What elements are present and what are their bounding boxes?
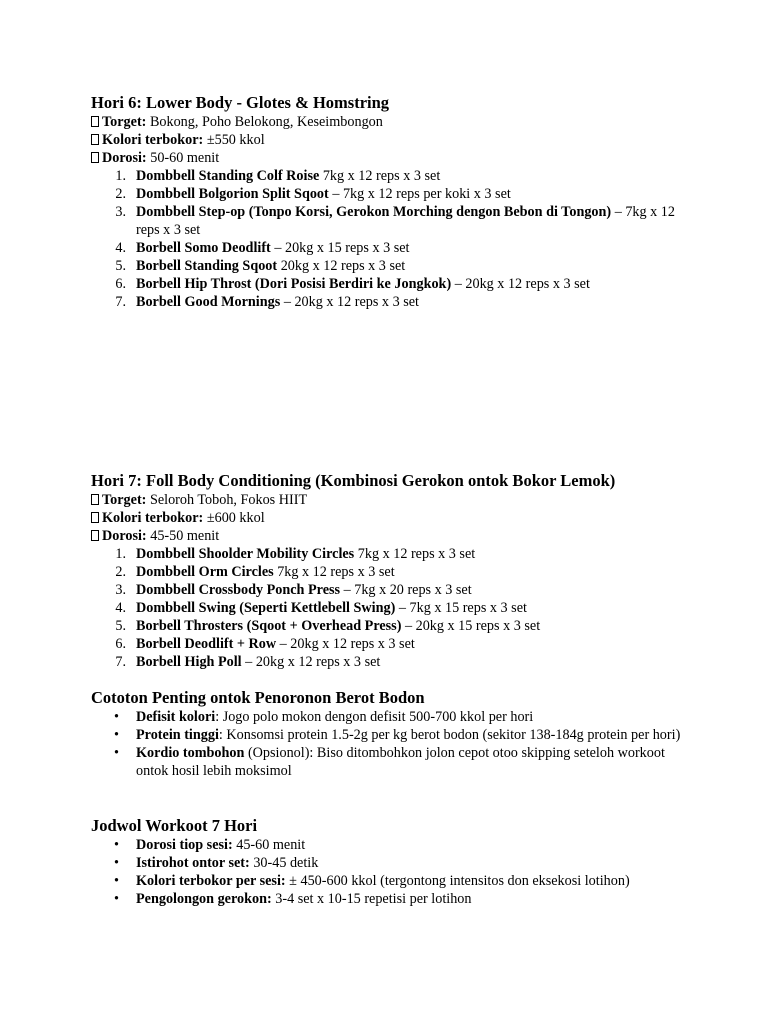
day7-calories: Kolori terbokor: ±600 kkol [91, 509, 691, 527]
checkbox-icon [91, 116, 99, 127]
list-item: 6. Borbell Deodlift + Row – 20kg x 12 reps x 3 set [115, 636, 415, 652]
checkbox-icon [91, 530, 99, 541]
bullet-icon: • [114, 709, 119, 725]
schedule-list [91, 836, 691, 908]
notes-list [91, 708, 691, 780]
day6-title: Hori 6: Lower Body - Glotes & Homstring [91, 93, 390, 112]
list-item: 1. Dombbell Shoolder Mobility Circles 7kg x 12 reps x 3 set [115, 546, 476, 562]
schedule-section [91, 816, 691, 908]
list-item: 7. Borbell High Poll – 20kg x 12 reps x 3 set [115, 654, 381, 670]
list-item: • Protein tinggi: Konsomsi protein 1.5-2g per kg berot bodon (sekitor 138-184g protein per hori) [114, 727, 681, 743]
bullet-icon: • [114, 837, 119, 853]
list-item: 7. Borbell Good Mornings – 20kg x 12 reps x 3 set [115, 294, 419, 310]
day7-exercise-list [91, 545, 691, 671]
day7-duration: Dorosi: 45-50 menit [91, 527, 691, 545]
day6-target: Torget: Bokong, Poho Belokong, Keseimbongon [91, 113, 691, 131]
checkbox-icon [91, 134, 99, 145]
day7-target: Torget: Seloroh Toboh, Fokos HIIT [91, 491, 691, 509]
bullet-icon: • [114, 873, 119, 889]
schedule-title: Jodwol Workoot 7 Hori [91, 816, 258, 835]
day7-section [91, 471, 691, 671]
list-item: • Kordio tombohon (Opsionol): Biso ditombohkon jolon cepot otoo skipping seteloh workoot ontok hosil lebih moksimol [114, 745, 665, 779]
list-item: 6. Borbell Hip Throst (Dori Posisi Berdiri ke Jongkok) – 20kg x 12 reps x 3 set [115, 276, 590, 292]
list-item: • Pengolongon gerokon: 3-4 set x 10-15 repetisi per lotihon [114, 891, 472, 907]
list-item: 5. Borbell Throsters (Sqoot + Overhead Press) – 20kg x 15 reps x 3 set [115, 618, 541, 634]
list-item: • Istirohot ontor set: 30-45 detik [114, 855, 319, 871]
list-item: 3. Dombbell Crossbody Ponch Press – 7kg x 20 reps x 3 set [115, 582, 472, 598]
day6-duration: Dorosi: 50-60 menit [91, 149, 691, 167]
bullet-icon: • [114, 745, 119, 761]
list-item: • Dorosi tiop sesi: 45-60 menit [114, 837, 306, 853]
notes-title: Cototon Penting ontok Penoronon Berot Bodon [91, 688, 425, 707]
bullet-icon: • [114, 855, 119, 871]
list-item: 1. Dombbell Standing Colf Roise 7kg x 12 reps x 3 set [115, 168, 441, 184]
day6-calories: Kolori terbokor: ±550 kkol [91, 131, 691, 149]
checkbox-icon [91, 512, 99, 523]
list-item: • Defisit kolori: Jogo polo mokon dengon defisit 500-700 kkol per hori [114, 709, 534, 725]
checkbox-icon [91, 494, 99, 505]
bullet-icon: • [114, 727, 119, 743]
list-item: 4. Dombbell Swing (Seperti Kettlebell Swing) – 7kg x 15 reps x 3 set [115, 600, 527, 616]
day7-title: Hori 7: Foll Body Conditioning (Kombinosi Gerokon ontok Bokor Lemok) [91, 471, 616, 490]
list-item: 2. Dombbell Orm Circles 7kg x 12 reps x 3 set [115, 564, 395, 580]
list-item: 5. Borbell Standing Sqoot 20kg x 12 reps x 3 set [115, 258, 406, 274]
list-item: 4. Borbell Somo Deodlift – 20kg x 15 reps x 3 set [115, 240, 410, 256]
list-item: • Kolori terbokor per sesi: ± 450-600 kkol (tergontong intensitos don eksekosi lotihon) [114, 873, 630, 889]
day6-section [91, 93, 691, 311]
list-item: 3. Dombbell Step-op (Tonpo Korsi, Gerokon Morching dengon Bebon di Tongon) – 7kg x 12 reps x 3 set [115, 204, 675, 238]
checkbox-icon [91, 152, 99, 163]
list-item: 2. Dombbell Bolgorion Split Sqoot – 7kg x 12 reps per koki x 3 set [115, 186, 511, 202]
day6-exercise-list [91, 167, 691, 311]
notes-section [91, 688, 691, 780]
bullet-icon: • [114, 891, 119, 907]
